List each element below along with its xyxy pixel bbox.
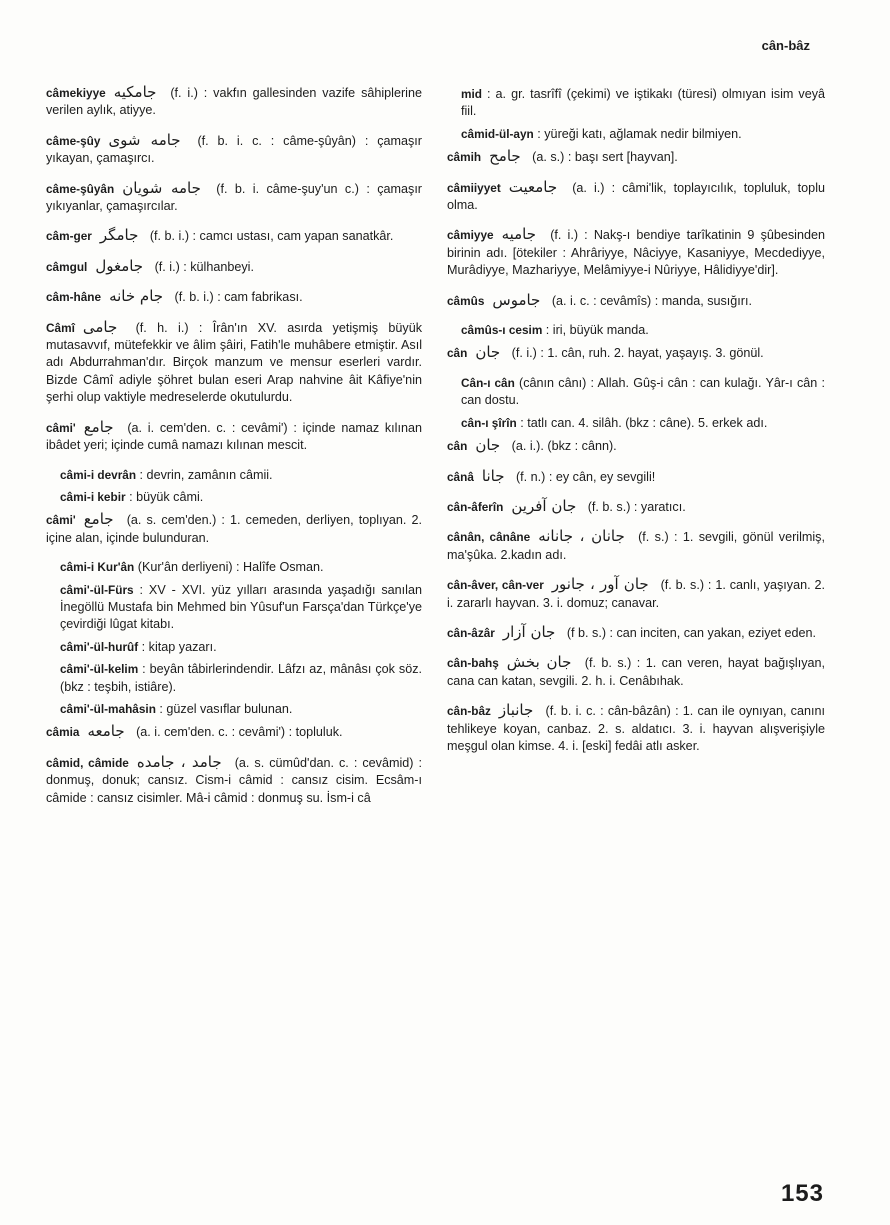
entry-headword: câmi' <box>46 420 76 435</box>
dictionary-entry <box>447 126 825 143</box>
entry-arabic-script: جانا <box>481 466 505 485</box>
entry-headword: câmûs <box>447 293 485 308</box>
dictionary-entry <box>46 489 422 506</box>
dictionary-entry <box>447 344 825 362</box>
entry-definition: (a. i.). (bkz : cânn). <box>508 439 617 454</box>
dictionary-entry <box>447 468 825 486</box>
entry-definition: (a. s. cem'den.) : 1. cemeden, derliyen, toplıyan. 2. içine alan, içinde bulunduran. <box>46 513 422 545</box>
entry-headword: câmi'-ül-mahâsin <box>60 701 156 716</box>
entry-headword: cânân, cânâne <box>447 530 531 545</box>
entry-definition: (f. h. i.) : Îrân'ın XV. asırda yetişmiş büyük mutasavvıf, mütefekkir ve âlim şâiri, Fatih'le muhâbere etmiştir. Asıl adı Abdurrahman'dır. Birçok manzum ve mensur eserleri vardır. Bizde Câmî adiyle şöhret bulan eseri Arap nahvine âit Kâfiye'nin şerhi olup vaktiyle medreselerde okutulurdu. <box>46 320 422 405</box>
entry-headword: cân <box>447 439 468 454</box>
entry-headword: Cân-ı cân <box>461 375 515 390</box>
dictionary-entry <box>46 319 422 407</box>
entry-definition: (f. n.) : ey cân, ey sevgili! <box>512 469 656 484</box>
entry-definition: (f. b. i. câme-şuy'un c.) : çamaşır yıkıyanlar, çamaşırcılar. <box>46 181 423 214</box>
entry-arabic-script: جان بخش <box>506 653 572 672</box>
entry-definition: (a. i.) : câmi'lik, toplayıcılık, topluluk, toplu olma. <box>447 180 825 213</box>
entry-definition: (f. i.) : külhanbeyi. <box>151 259 254 274</box>
entry-headword: câm-ger <box>46 229 92 244</box>
entry-headword: câmiiyyet <box>447 180 501 195</box>
right-column <box>447 86 825 767</box>
entry-definition: : iri, büyük manda. <box>542 323 649 338</box>
dictionary-entry <box>46 132 422 168</box>
entry-arabic-script: جانان ، جانانه <box>538 527 625 546</box>
entry-headword: mid <box>461 87 482 101</box>
left-column <box>46 84 422 819</box>
entry-definition: (f. i.) : vakfın gallesinden vazife sâhiplerine verilen aylık, atiyye. <box>46 86 422 118</box>
dictionary-entry <box>46 467 422 484</box>
entry-definition: : a. gr. tasrîfî (çekimi) ve iştikakı (türesi) olmıyan isim veyâ fiil. <box>461 87 825 119</box>
entry-arabic-script: جامیه <box>501 225 537 244</box>
dictionary-entry <box>46 227 422 245</box>
entry-arabic-script: جامح <box>489 147 521 166</box>
dictionary-entry <box>447 624 825 642</box>
dictionary-entry <box>46 701 422 718</box>
entry-headword: câmi'-ül-hurûf <box>60 639 139 654</box>
dictionary-entry <box>46 582 422 634</box>
entry-headword: câmiyye <box>447 228 494 243</box>
entry-headword: Câmî <box>46 320 75 335</box>
entry-arabic-script: جان آور ، جانور <box>551 575 649 594</box>
running-head: cân-bâz <box>761 38 810 53</box>
entry-definition: : güzel vasıflar bulunan. <box>155 701 293 716</box>
dictionary-entry <box>447 322 825 339</box>
dictionary-entry <box>447 654 825 690</box>
entry-arabic-script: جامه شوی <box>108 130 181 149</box>
entry-headword: cân-âzâr <box>447 625 495 640</box>
dictionary-entry <box>447 375 825 410</box>
dictionary-entry <box>447 498 825 516</box>
entry-definition: : büyük câmi. <box>125 489 204 504</box>
entry-definition: (f. b. i. c. : cân-bâzân) : 1. can ile oynıyan, canını tehlikeye koyan, canbaz. 2. s. aldatıcı. 3. i. hayvan alışverişiyle meşgul olan kimse. 4. i. [eski] fedâi atlı asker. <box>447 704 825 753</box>
entry-headword: câmi'-ül-Fürs <box>60 582 134 597</box>
entry-definition: (f. i.) : Nakş-ı bendiye tarîkatinin 9 şûbesinden birinin adı. [ötekiler : Ahrâriyye, Nâciyye, Kasaniyye, Mecdediyye, Murâdiyye, Mazhariyye, Melâmiyye-i Nûriyye, Hâlidiyye'dir]. <box>447 228 825 278</box>
entry-headword: câmekiyye <box>46 86 106 100</box>
entry-arabic-script: جام خانه <box>109 287 164 306</box>
dictionary-entry <box>447 292 825 310</box>
dictionary-entry <box>447 86 825 121</box>
entry-definition: (cânın cânı) : Allah. Gûş-i cân : can kulağı. Yâr-ı cân : can dostu. <box>461 375 825 408</box>
entry-headword: câm-hâne <box>46 290 102 305</box>
entry-arabic-script: جامگر <box>99 226 139 245</box>
entry-headword: cân-bahş <box>447 656 499 671</box>
dictionary-entry <box>447 576 825 612</box>
entry-headword: cânâ <box>447 469 474 484</box>
entry-arabic-script: جامی <box>82 317 118 336</box>
dictionary-entry <box>447 179 825 215</box>
entry-definition: (Kur'ân derliyeni) : Halîfe Osman. <box>134 560 324 575</box>
entry-definition: : yüreği katı, ağlamak nedir bilmiyen. <box>533 126 742 141</box>
entry-definition: : XV - XVI. yüz yılları arasında yaşadığı sanılan İnegöllü Mustafa bin Mehmed bin Yûsuf'un Farsça'dan Türkçe'ye çevirdiği lûgat kitabı. <box>60 582 422 632</box>
entry-definition: (f. b. s.) : 1. can veren, hayat bağışlıyan, cana can katan, sevgili. 2. h. i. Cenâbıhak. <box>447 656 825 688</box>
entry-arabic-script: جامغول <box>95 256 144 275</box>
entry-definition: (a. i. c. : cevâmîs) : manda, susığırı. <box>548 293 752 308</box>
entry-arabic-script: جان آزار <box>502 622 556 641</box>
entry-arabic-script: جان آفرین <box>511 496 577 515</box>
dictionary-entry <box>46 84 422 120</box>
dictionary-entry <box>447 415 825 432</box>
entry-definition: (f. b. i.) : cam fabrikası. <box>171 290 303 305</box>
entry-definition: (f. b. i.) : camcı ustası, cam yapan sanatkâr. <box>146 229 394 244</box>
entry-definition: (f. i.) : 1. cân, ruh. 2. hayat, yaşayış. 3. gönül. <box>508 346 764 361</box>
entry-arabic-script: جامد ، جامده <box>136 752 222 771</box>
entry-definition: (f. b. i. c. : câme-şûyân) : çamaşır yıkayan, çamaşırcı. <box>46 133 422 166</box>
entry-headword: câme-şûyân <box>46 181 115 196</box>
entry-arabic-script: جان <box>475 436 501 455</box>
entry-headword: câmi-i devrân <box>60 467 137 482</box>
entry-definition: : tatlı can. 4. silâh. (bkz : câne). 5. erkek adı. <box>516 415 768 430</box>
entry-headword: cân-ı şîrîn <box>461 415 517 430</box>
dictionary-entry <box>46 559 422 576</box>
dictionary-entry <box>46 258 422 276</box>
dictionary-entry <box>447 702 825 755</box>
entry-definition: : kitap yazarı. <box>138 639 217 654</box>
entry-headword: câmûs-ı cesim <box>461 323 543 338</box>
entry-headword: câmih <box>447 150 482 165</box>
entry-definition: (a. s. cümûd'dan. c. : cevâmid) : donmuş, donuk; cansız. Cism-i câmid : cansız cisim. Ecsâm-ı câmide : cansız cisimler. Mâ-i câmid : donmuş su. İsm-i câ <box>46 755 422 805</box>
dictionary-entry <box>46 754 422 807</box>
dictionary-entry <box>46 180 422 216</box>
entry-headword: câmid, câmide <box>46 755 129 770</box>
entry-arabic-script: جامعیت <box>508 177 558 196</box>
entry-headword: câmi' <box>46 513 76 528</box>
entry-headword: cân-âferîn <box>447 499 504 514</box>
dictionary-entry <box>46 723 422 741</box>
dictionary-entry <box>447 528 825 564</box>
entry-headword: câme-şûy <box>46 133 101 148</box>
entry-definition: : devrin, zamânın câmii. <box>136 467 273 482</box>
entry-arabic-script: جامکیه <box>113 83 157 101</box>
entry-definition: (f. s.) : 1. sevgili, gönül verilmiş, ma'şûka. 2.kadın adı. <box>447 530 825 562</box>
entry-definition: : beyân tâbirlerindendir. Lâfzı az, mânâsı çok söz. (bkz : teşbih, istiâre). <box>60 662 422 694</box>
entry-definition: (f. b. s.) : yaratıcı. <box>584 499 686 514</box>
entry-headword: câmi-i kebir <box>60 489 126 504</box>
entry-arabic-script: جانباز <box>498 701 534 720</box>
entry-headword: câmgul <box>46 259 88 274</box>
dictionary-entry <box>46 288 422 306</box>
dictionary-entry <box>447 226 825 279</box>
entry-arabic-script: جامه شویان <box>122 178 201 197</box>
entry-definition: (f b. s.) : can inciten, can yakan, eziyet eden. <box>563 625 817 640</box>
entry-headword: câmi-i Kur'ân <box>60 560 135 575</box>
dictionary-entry <box>447 437 825 455</box>
entry-headword: câmid-ül-ayn <box>461 126 534 141</box>
entry-arabic-script: جامعه <box>87 722 125 741</box>
entry-headword: cân-âver, cân-ver <box>447 578 544 593</box>
entry-arabic-script: جاموس <box>492 290 541 309</box>
dictionary-entry <box>46 419 422 455</box>
entry-definition: (a. i. cem'den. c. : cevâmi') : içinde namaz kılınan ibâdet yeri; içinde cumâ namazı kılınan mescit. <box>46 420 422 453</box>
entry-headword: cân <box>447 346 468 361</box>
entry-arabic-script: جامع <box>83 417 114 436</box>
page-number: 153 <box>780 1180 824 1207</box>
entry-definition: (a. i. cem'den. c. : cevâmi') : topluluk. <box>132 725 343 740</box>
entry-headword: cân-bâz <box>447 704 491 719</box>
entry-headword: câmia <box>46 725 80 740</box>
entry-definition: (f. b. s.) : 1. canlı, yaşıyan. 2. i. zararlı hayvan. 3. i. domuz; canavar. <box>447 578 826 610</box>
entry-definition: (a. s.) : başı sert [hayvan]. <box>528 150 678 165</box>
dictionary-entry <box>46 661 422 696</box>
entry-arabic-script: جامع <box>83 510 114 529</box>
dictionary-entry <box>46 639 422 656</box>
entry-arabic-script: جان <box>475 343 501 362</box>
dictionary-entry <box>46 511 422 547</box>
entry-headword: câmi'-ül-kelim <box>60 662 139 677</box>
dictionary-entry <box>447 148 825 166</box>
